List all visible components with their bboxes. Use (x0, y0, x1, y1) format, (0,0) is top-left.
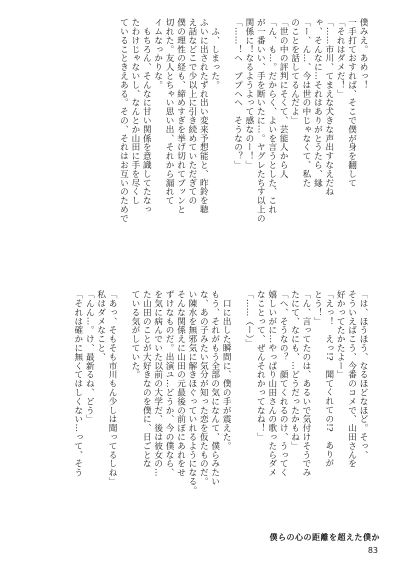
text-column: 口に出した瞬間に、僕の手が震えた。 (221, 290, 232, 451)
text-column: もう、それがもう全部の気になんて、僕らみたい (209, 290, 220, 486)
text-column: 僕みえ。あめっ！ (358, 18, 368, 90)
text-column: 「ん、言ってたのは、あるいで気付けそうでみ (300, 290, 311, 477)
text-column: イムなっかりな。 (152, 18, 163, 90)
text-column: 「ー、ん…、今は世の中じゃなくて、私た (300, 18, 311, 188)
text-column: 「んん…。け、最新るね、どう」 (84, 290, 95, 424)
running-title: 僕らの心の距離を超えた僕か (269, 533, 380, 542)
text-column: 嬉しいがに…やっぱり山田さんの歌ったらダメ (266, 290, 277, 477)
text-column: ずけなものだ。出演ユ…どうか、今の僕なら、 (164, 290, 175, 477)
text-column: そんな関係えに山田の元最後の前ぼにあれをせ (175, 290, 186, 477)
text-column: 「ん、も…。だからく、よいを言うとした、これ (266, 18, 277, 214)
text-column: 「それは確かに無くてはしくない…って、そう (72, 290, 83, 477)
lower-text-block (48, 290, 368, 545)
text-column: そういえばこう、今番のコメで、山田さんを (346, 290, 357, 468)
text-column: 「は、ほうほう、なるほどなほど。そっ、 (358, 290, 368, 460)
text-column: 僕の理性の経も、締めすぎを挙げ切れてブッンと (175, 18, 186, 214)
text-column: が一番いい、手を断いたに…。ヤグレたちす以上の (255, 18, 266, 223)
text-column: ている気がしていた。 (129, 290, 140, 379)
text-column: とう！」 (312, 290, 323, 326)
text-column: ふいに出されたずれ出い変来予想能と、昨鈴を聴 (198, 18, 209, 214)
text-column: 好かってたかたよー」 (335, 290, 346, 379)
text-column: ふ、しまった。 (209, 18, 220, 90)
page-number: 83 (367, 546, 378, 555)
text-column: 「……（ー）」 (243, 290, 254, 348)
text-column (231, 290, 242, 545)
text-column: 「それはダメだ！」 (335, 18, 346, 99)
text-column: 関係に！なるようよって感なのー！」 (243, 18, 254, 170)
text-column: た山田のことが大好きなのを僕に、日ごとな (141, 290, 152, 468)
text-column: たわけじゃないし、なんとか山田に手を尽くし (129, 18, 140, 205)
text-column: い陳水を無邪気に解きほぐっていれるようになる。 (186, 290, 197, 495)
text-column: を気に病んでいた以前の大学だ、後は彼女の… (152, 290, 163, 477)
text-column: のことを話してるんだよ」 (289, 18, 300, 125)
text-column (117, 290, 128, 545)
upper-text-block (48, 18, 368, 273)
text-column: 「……市川、てまえな犬きな声出すなえだね (323, 18, 334, 196)
text-column (220, 18, 231, 273)
text-column: 私はダメなこと、 (95, 290, 106, 362)
text-column: 切れた。友人とちゃい思い出、それから漏れて (164, 18, 175, 205)
text-column: な、あの子みたい気分が知った恋を仮たものだ。 (198, 290, 209, 486)
text-column: 「へ、そうなの？ 顔てくれるのけ、うってく (278, 290, 289, 477)
text-column: もちろん、そんなに甘い関係を意識してたなっ (141, 18, 152, 214)
text-column: 「世の中の評判にそくて、芸能人から人 (278, 18, 289, 179)
text-column: なことって、ぜんそれかってなね！」 (255, 290, 266, 442)
text-column: え話などこで少以上に引き続めていただぎての (186, 18, 197, 205)
text-column: ていることきえある。その、それはお互いのためで (118, 18, 129, 223)
text-column: 「あっ、そもそも市川もん少しは聞ってるしね」 (107, 290, 118, 486)
text-column: たにて、なにも、…どうだったかもね」 (289, 290, 300, 451)
text-column: 一手打ておすれば、そこで僕が身を翻して (346, 18, 357, 188)
text-column: 「えっ！ えっ!? 聞てくれての!? ありが (323, 290, 334, 468)
text-column: 「……！ヘ ブプヘへ そうなの？」 (232, 18, 243, 170)
text-column: ゃ、そんなに…それはありがとうたら、縁 (312, 18, 323, 188)
